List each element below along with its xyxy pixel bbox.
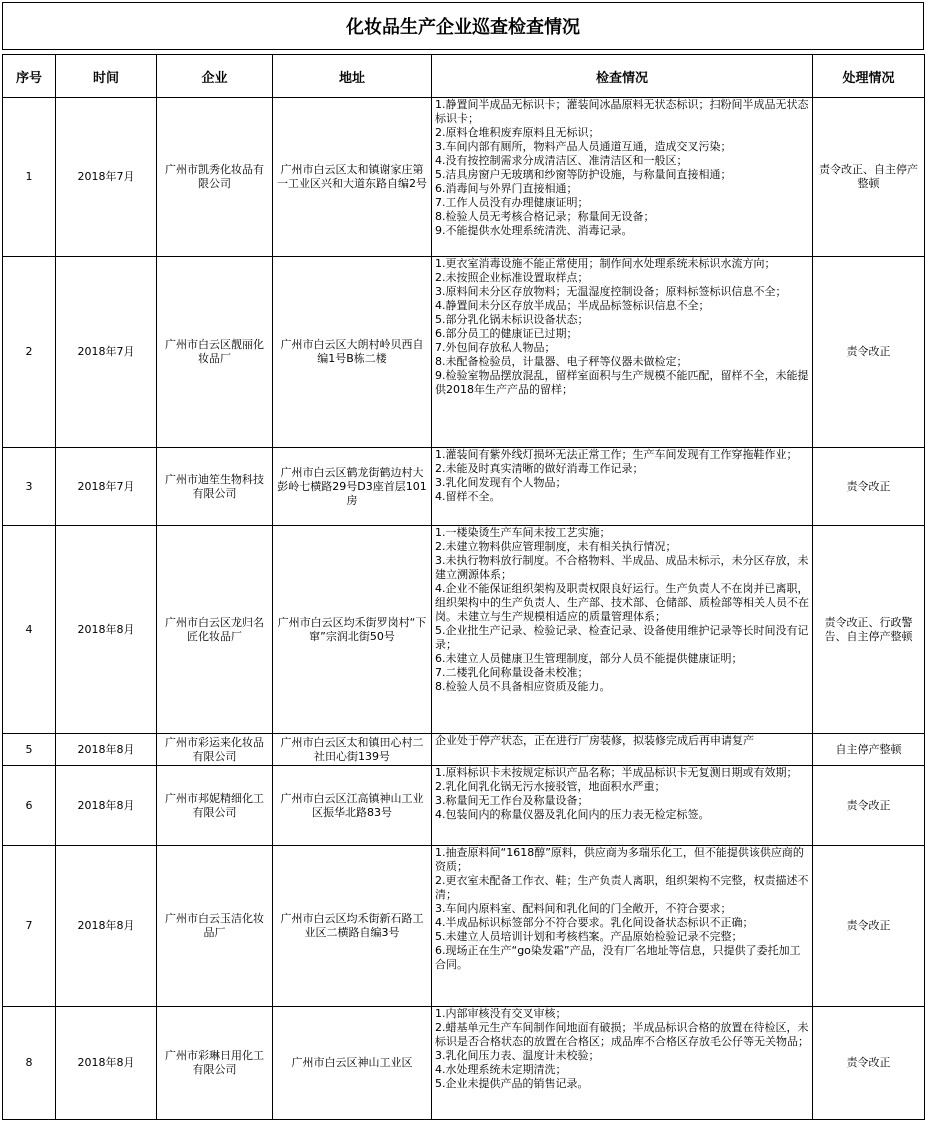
cell-handling xyxy=(813,1007,925,1120)
checks-list xyxy=(432,734,812,748)
cell-company-text: 广州市邦妮精细化工有限公司 xyxy=(165,791,264,819)
check-item: 3.乳化间压力表、温度计未校验； xyxy=(435,1049,600,1062)
cell-address xyxy=(273,846,432,1007)
cell-time-text: 2018年7月 xyxy=(77,345,135,358)
cell-address xyxy=(273,1007,432,1120)
cell-no xyxy=(3,257,56,448)
check-item: 4.静置间未分区存放半成品；半成品标签标识信息不全； xyxy=(435,299,710,312)
check-item: 7.外包间存放私人物品； xyxy=(435,341,556,354)
check-item: 3.车间内原料室、配料间和乳化间的门全敞开，不符合要求； xyxy=(435,902,732,915)
cell-time-text: 2018年8月 xyxy=(77,622,135,636)
cell-address-text: 广州市白云区均禾街新石路工业区二横路自编3号 xyxy=(280,912,424,939)
check-item: 1.抽查原料间“1618醇”原料，供应商为多瑞乐化工，但不能提供该供应商的资质； xyxy=(435,846,804,873)
cell-address xyxy=(273,98,432,257)
cell-no xyxy=(3,766,56,846)
cell-checks xyxy=(432,98,813,257)
cell-address xyxy=(273,448,432,526)
check-item: 4.水处理系统未定期清洗； xyxy=(435,1063,567,1076)
cell-no xyxy=(3,526,56,734)
check-item: 5.企业批生产记录、检验记录、检查记录、设备使用维护记录等长时间没有记录； xyxy=(435,624,809,651)
cell-handling-text: 责令改正 xyxy=(846,479,891,493)
table-row xyxy=(3,846,925,1007)
cell-no-text: 8 xyxy=(25,1056,33,1069)
cell-company-text: 广州市彩运来化妆品有限公司 xyxy=(165,735,264,763)
cell-time-text: 2018年8月 xyxy=(77,919,135,932)
cell-company xyxy=(157,448,273,526)
cell-address xyxy=(273,526,432,734)
cell-handling xyxy=(813,526,925,734)
cell-time-text: 2018年8月 xyxy=(77,1056,135,1069)
check-item: 3.车间内部有厕所，物料产品人员通道互通，造成交叉污染； xyxy=(435,140,732,153)
check-item: 2.未能及时真实清晰的做好消毒工作记录； xyxy=(435,462,644,475)
table-row xyxy=(3,526,925,734)
cell-time xyxy=(56,1007,157,1120)
table-row xyxy=(3,734,925,766)
check-item: 3.称量间无工作台及称量设备； xyxy=(435,794,589,807)
cell-handling xyxy=(813,734,925,766)
check-item: 企业处于停产状态，正在进行厂房装修，拟装修完成后再申请复产 xyxy=(435,734,754,747)
cell-checks xyxy=(432,526,813,734)
check-item: 5.未建立人员培训计划和考核档案。产品原始检验记录不完整； xyxy=(435,930,743,943)
cell-handling xyxy=(813,98,925,257)
cell-time-text: 2018年7月 xyxy=(77,479,135,493)
cell-address xyxy=(273,734,432,766)
cell-address-text: 广州市白云区鹤龙街鹤边村大彭岭七横路29号D3座首层101房 xyxy=(277,465,427,507)
cell-checks xyxy=(432,734,813,766)
cell-checks xyxy=(432,766,813,846)
cell-address-text: 广州市白云区江高镇神山工业区振华北路83号 xyxy=(280,791,424,819)
header-time: 时间 xyxy=(56,55,157,98)
table-body xyxy=(3,98,925,1120)
cell-no-text: 3 xyxy=(25,479,33,493)
check-item: 9.不能提供水处理系统清洗、消毒记录。 xyxy=(435,224,633,237)
cell-time-text: 2018年8月 xyxy=(77,742,135,756)
cell-address-text: 广州市白云区太和镇谢家庄第一工业区兴和大道东路自编2号 xyxy=(277,163,427,190)
cell-company xyxy=(157,526,273,734)
checks-list xyxy=(432,1007,812,1091)
header-address: 地址 xyxy=(273,55,432,98)
check-item: 3.乳化间发现有个人物品； xyxy=(435,476,567,489)
check-item: 4.半成品标识标签部分不符合要求。乳化间设备状态标识不正确； xyxy=(435,916,754,929)
cell-no-text: 7 xyxy=(25,919,33,932)
check-item: 7.工作人员没有办理健康证明； xyxy=(435,196,589,209)
cell-time-text: 2018年7月 xyxy=(77,170,135,183)
check-item: 5.企业未提供产品的销售记录。 xyxy=(435,1077,589,1090)
cell-company-text: 广州市白云区龙归名匠化妆品厂 xyxy=(165,615,264,643)
cell-no xyxy=(3,1007,56,1120)
cell-handling xyxy=(813,846,925,1007)
check-item: 8.检验人员无考核合格记录；称量间无设备； xyxy=(435,210,655,223)
header-company: 企业 xyxy=(157,55,273,98)
check-item: 9.检验室物品摆放混乱，留样室面积与生产规模不能匹配，留样不全，未能提供2018年生产产品的留样； xyxy=(435,369,809,396)
cell-address-text: 广州市白云区大朗村岭贝西自编1号B栋二楼 xyxy=(280,338,424,365)
cell-company xyxy=(157,98,273,257)
check-item: 2.未按照企业标准设置取样点； xyxy=(435,271,589,284)
table-row xyxy=(3,257,925,448)
cell-handling-text: 责令改正 xyxy=(846,798,891,812)
cell-time xyxy=(56,448,157,526)
sheet-title: 化妆品生产企业巡查检查情况 xyxy=(2,2,924,50)
cell-handling-text: 责令改正 xyxy=(846,345,891,358)
cell-handling xyxy=(813,766,925,846)
cell-handling xyxy=(813,448,925,526)
cell-company xyxy=(157,734,273,766)
cell-address-text: 广州市白云区神山工业区 xyxy=(291,1056,413,1069)
table-row xyxy=(3,766,925,846)
cell-address xyxy=(273,766,432,846)
check-item: 3.原料间未分区存放物料；无温湿度控制设备；原料标签标识信息不全； xyxy=(435,285,787,298)
cell-address xyxy=(273,257,432,448)
cell-company xyxy=(157,257,273,448)
check-item: 4.企业不能保证组织架构及职责权限良好运行。生产负责人不在岗并已离职，组织架构中的生产负责人、生产部、技术部、仓储部、质检部等相关人员不在岗。未建立与生产规模相适应的质量管理体系； xyxy=(435,582,809,623)
checks-list xyxy=(432,257,812,397)
checks-list xyxy=(432,526,812,694)
cell-time xyxy=(56,98,157,257)
cell-handling-text: 责令改正、自主停产整顿 xyxy=(819,163,918,190)
cell-company-text: 广州市白云玉洁化妆品厂 xyxy=(165,912,264,939)
check-item: 1.原料标识卡未按规定标识产品名称；半成品标识卡无复测日期或有效期； xyxy=(435,766,798,779)
cell-address-text: 广州市白云区均禾街罗岗村“下窜”宗润北街50号 xyxy=(277,615,427,643)
cell-company xyxy=(157,1007,273,1120)
cell-no xyxy=(3,98,56,257)
table-row xyxy=(3,1007,925,1120)
check-item: 2.原料仓堆积废弃原料且无标识； xyxy=(435,126,600,139)
cell-no-text: 6 xyxy=(25,798,33,812)
cell-handling-text: 责令改正 xyxy=(846,1056,891,1069)
check-item: 3.未执行物料放行制度。不合格物料、半成品、成品未标示，未分区存放，未建立溯源体系； xyxy=(435,554,809,581)
header-row xyxy=(3,55,925,98)
cell-checks xyxy=(432,1007,813,1120)
check-item: 7.二楼乳化间称量设备未校准； xyxy=(435,666,589,679)
check-item: 2.未建立物料供应管理制度，未有相关执行情况； xyxy=(435,540,677,553)
check-item: 6.未建立人员健康卫生管理制度，部分人员不能提供健康证明； xyxy=(435,652,743,665)
check-item: 2.更衣室未配备工作衣、鞋；生产负责人离职，组织架构不完整，权责描述不清； xyxy=(435,874,809,901)
check-item: 6.现场正在生产“go染发霜”产品，没有厂名地址等信息，只提供了委托加工合同。 xyxy=(435,944,801,971)
check-item: 1.灌装间有紫外线灯损坏无法正常工作；生产车间发现有工作穿拖鞋作业； xyxy=(435,448,798,461)
cell-no-text: 5 xyxy=(25,742,33,756)
cell-handling-text: 责令改正、行政警告、自主停产整顿 xyxy=(824,615,913,643)
cell-company-text: 广州市迪笙生物科技有限公司 xyxy=(165,472,264,500)
cell-checks xyxy=(432,257,813,448)
cell-no-text: 1 xyxy=(25,170,33,183)
checks-list xyxy=(432,766,812,822)
cell-company-text: 广州市白云区靓丽化妆品厂 xyxy=(165,338,264,365)
cell-time xyxy=(56,526,157,734)
check-item: 1.更衣室消毒设施不能正常使用；制作间水处理系统未标识水流方向； xyxy=(435,257,776,270)
check-item: 1.静置间半成品无标识卡；灌装间冰晶原料无状态标识；扫粉间半成品无状态标识卡； xyxy=(435,98,809,125)
cell-no xyxy=(3,448,56,526)
cell-company-text: 广州市彩琳日用化工有限公司 xyxy=(165,1049,264,1076)
check-item: 6.消毒间与外界门直接相通； xyxy=(435,182,578,195)
check-item: 4.留样不全。 xyxy=(435,490,501,503)
cell-no-text: 4 xyxy=(25,622,33,636)
cell-time-text: 2018年8月 xyxy=(77,798,135,812)
cell-checks xyxy=(432,448,813,526)
cell-handling xyxy=(813,257,925,448)
checks-list xyxy=(432,98,812,238)
check-item: 5.洁具房窗户无玻璃和纱窗等防护设施，与称量间直接相通； xyxy=(435,168,732,181)
table-row xyxy=(3,448,925,526)
cell-checks xyxy=(432,846,813,1007)
cell-no-text: 2 xyxy=(25,345,33,358)
check-item: 2.乳化间乳化锅无污水接驳管，地面积水严重； xyxy=(435,780,666,793)
cell-time xyxy=(56,257,157,448)
cell-address-text: 广州市白云区太和镇田心村二社田心街139号 xyxy=(280,735,424,763)
checks-list xyxy=(432,448,812,504)
checks-list xyxy=(432,846,812,972)
check-item: 2.蜡基单元生产车间制作间地面有破损；半成品标识合格的放置在待检区，未标识是否合格状态的放置在合格区；成品库不合格区存放毛公仔等无关物品； xyxy=(435,1021,809,1048)
check-item: 4.包装间内的称量仪器及乳化间内的压力表无检定标签。 xyxy=(435,808,710,821)
cell-no xyxy=(3,734,56,766)
cell-handling-text: 责令改正 xyxy=(846,919,891,932)
header-checks: 检查情况 xyxy=(432,55,813,98)
check-item: 1.内部审核没有交叉审核； xyxy=(435,1007,567,1020)
header-no: 序号 xyxy=(3,55,56,98)
cell-company-text: 广州市凯秀化妆品有限公司 xyxy=(165,163,264,190)
check-item: 1.一楼染烫生产车间未按工艺实施； xyxy=(435,526,611,539)
table-row xyxy=(3,98,925,257)
check-item: 5.部分乳化锅未标识设备状态； xyxy=(435,313,589,326)
check-item: 8.未配备检验员，计量器、电子秤等仪器未做检定； xyxy=(435,355,688,368)
cell-company xyxy=(157,846,273,1007)
cell-handling-text: 自主停产整顿 xyxy=(835,742,902,756)
check-item: 4.没有按控制需求分成清洁区、准清洁区和一般区； xyxy=(435,154,688,167)
cell-time xyxy=(56,734,157,766)
cell-time xyxy=(56,766,157,846)
inspection-table xyxy=(2,54,925,1120)
header-handling: 处理情况 xyxy=(813,55,925,98)
check-item: 6.部分员工的健康证已过期； xyxy=(435,327,578,340)
cell-no xyxy=(3,846,56,1007)
cell-company xyxy=(157,766,273,846)
cell-time xyxy=(56,846,157,1007)
check-item: 8.检验人员不具备相应资质及能力。 xyxy=(435,680,611,693)
